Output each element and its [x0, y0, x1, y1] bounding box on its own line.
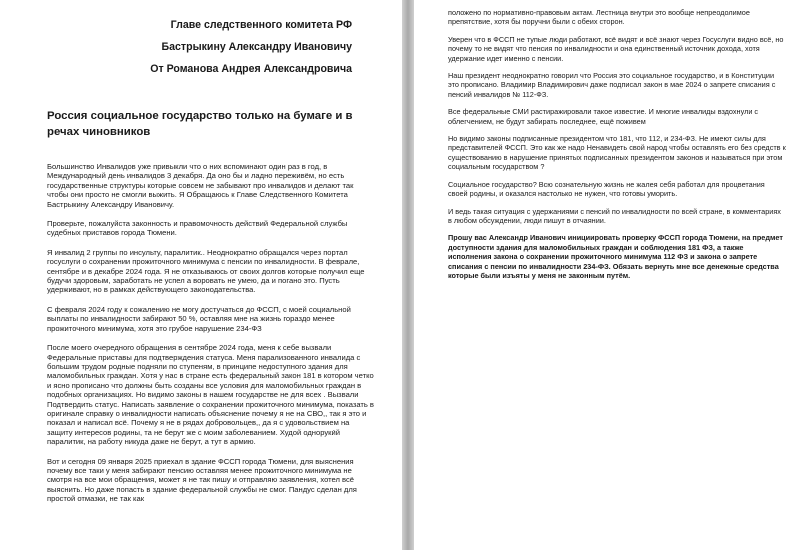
closing-request: Прошу вас Александр Иванович инициировать проверку ФССП города Тюмени, на предмет доступности здания для маломобильных граждан и соблюдения 181 ФЗ, а также исполнения закона о сохранении прожиточного минимума 112 ФЗ и закона о запрете списания с пенсии по инвалидности 234-ФЗ. Обязать вернуть мне все денежные средства которые были изъяты у меня не законным путём. [448, 233, 783, 280]
addressee-line-2: Бастрыкину Александру Ивановичу [161, 41, 352, 53]
paragraph: После моего очередного обращения в сентябре 2024 года, меня к себе вызвали Федеральные приставы для подтверждения статуса. Меня парализованного инвалида с большим трудом родные подняли по ступеням, в принципе недоступного здания для маломобильных граждан. Хотя у нас в стране есть федеральный закон 181 в котором четко и ясно прописано что должны быть созданы все условия для маломобильных граждан в подобных организациях. Но видимо законы в нашем государстве не для всех . Вызвали Подтвердить статус. Написать заявление о сохранении прожиточного минимума, показать в оригинале справку о инвалидности написать объяснение почему я не на СВО,, так я это и показал и написал всё. Почему я не в рядах добровольцев,, да я с удовольствием на защиту интересов родины, та не берут же с моим заболеванием. Худой одноруки́й паралитик, на работу никуда даже не берут, а тут в армию. [47, 343, 374, 447]
document-title: Россия социальное государство только на бумаге и в речах чиновников [47, 110, 353, 138]
paragraph: положено по нормативно-правовым актам. Лестница внутри это вообще непреодолимое препятствие, хотя бы поручни были с обеих сторон. [448, 8, 750, 27]
paragraph: Социальное государство? Всю сознательную жизнь не жалея себя работал для процветания своей родины, и оказался настолько не нужен, что готовы уморить. [448, 179, 765, 199]
paragraph: Все федеральные СМИ растиражировали такое известие. И многие инвалиды вздохнули с облегчением, не будут забирать последнее, ещё поживем [448, 107, 759, 126]
paragraph: С февраля 2024 году к сожалению не могу достучаться до ФССП, с моей социальной выплаты по инвалидности забирают 50 %, оставляя мне на жизнь гораздо менее прожиточного минимума, хотя это грубое нарушение 234-ФЗ [47, 304, 351, 333]
paragraph: Я инвалид 2 группы по инсульту, паралитик.. Неоднократно обращался через портал госуслуги о сохранении прожиточного минимума с пенсии по инвалидности. В феврале, сентябре и в декабре 2024 года. Я не отказываюсь от своих долгов которые получил еще будучи здоровым, заработать не успел а воровать не умею, да и погано это. Пусть удерживают, но в рамках действующего законодательства. [47, 247, 365, 295]
paragraph: Вот и сегодня 09 января 2025 приехал в здание ФССП города Тюмени, для выяснения почему все таки у меня забирают пенсию оставляя менее прожиточного минимума не смотря на все мои обращения, может я не так пишу и отправляю заявления, хотел всё выяснить. Но даже попасть в здание федеральной службы не смог. Пандус сделан для простой отмазки, не так как [47, 456, 357, 504]
paragraph: Уверен что в ФССП не тупые люди работают, всё видят и всё знают через Госуслуги видно всё, но почему то не видят что пенсия по инвалидности и она единственный источник дохода, хотя удержание идет именно с пенсии. [448, 34, 784, 63]
paragraph: Большинство Инвалидов уже привыкли что о них вспоминают один раз в год, в Международный день инвалидов 3 декабря. Да оно бы и ладно переживём, но есть государственные структуры которые совсем не забывают про инвалидов и делают так чтобы они просто не смогли выжить. Я Обращаюсь к Главе Следственного Комитета Бастрыкину Александру Ивановичу. [47, 162, 354, 209]
paragraph: И ведь такая ситуация с удержаниями с пенсий по инвалидности по всей стране, в комментариях в любом обсуждении, люди пишут в отчаянии. [448, 206, 781, 225]
paragraph: Но видимо законы подписанные президентом что 181, что 112, и 234-ФЗ. Не имеют силы для представителей ФССП. Это как же надо Ненавидеть свой народ чтобы оставлять его без средств к существованию в нарушение принятых подписанных президентом законов и называться при этом социальным государством ? [448, 134, 786, 172]
addressee-block [47, 14, 374, 80]
paragraph: Наш президент неоднократно говорил что Россия это социальное государство, и в Конституции это прописано. Владимир Владимирович даже подписал закон в мае 2024 о запрете списания с пенсий инвалидов № 112-ФЗ. [448, 71, 776, 99]
paragraph: Проверьте, пожалуйста законность и правомочность действий Федеральной службы судебных приставов города Тюмени. [47, 219, 348, 238]
addressee-line-1: Главе следственного комитета РФ [170, 19, 352, 31]
addressee-line-3: От Романова Андрея Александровича [150, 63, 352, 75]
page-right [414, 0, 800, 550]
page-gutter [402, 0, 414, 550]
